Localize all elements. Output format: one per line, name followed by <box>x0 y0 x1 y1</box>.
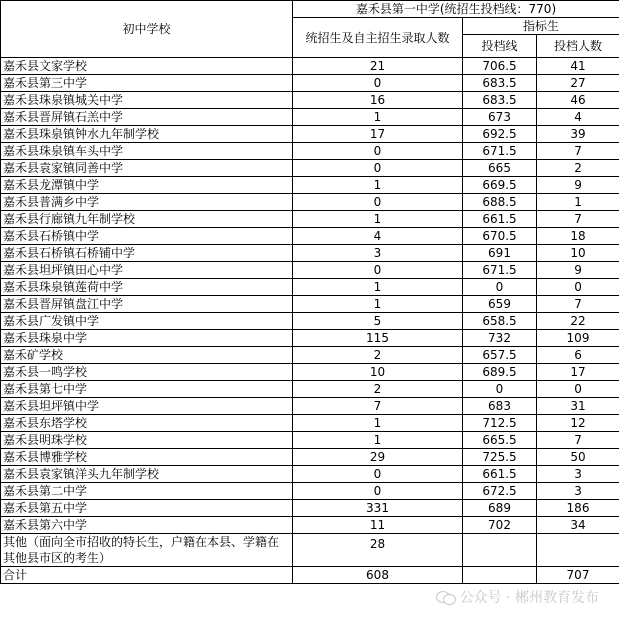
table-row <box>1 194 619 211</box>
table-row-total <box>1 567 619 584</box>
admitted-count: 39 <box>537 126 619 143</box>
watermark <box>436 587 599 607</box>
admitted-count: 7 <box>537 296 619 313</box>
cutoff-line: 659 <box>463 296 537 313</box>
admitted-count: 22 <box>537 313 619 330</box>
table-row-other <box>1 534 619 567</box>
school-name: 嘉禾县第七中学 <box>1 381 293 398</box>
admitted-count: 50 <box>537 449 619 466</box>
admitted-count: 6 <box>537 347 619 364</box>
self-admission-count: 115 <box>293 330 463 347</box>
self-admission-count: 4 <box>293 228 463 245</box>
school-name: 嘉禾县博雅学校 <box>1 449 293 466</box>
self-admission-count: 0 <box>293 194 463 211</box>
school-name: 嘉禾县晋屏镇盘江中学 <box>1 296 293 313</box>
cutoff-line: 0 <box>463 381 537 398</box>
admitted-count: 3 <box>537 466 619 483</box>
school-name: 嘉禾县普满乡中学 <box>1 194 293 211</box>
self-admission-count: 7 <box>293 398 463 415</box>
cutoff-line: 671.5 <box>463 262 537 279</box>
other-admitted-count <box>537 534 619 567</box>
cutoff-line: 725.5 <box>463 449 537 466</box>
self-admission-count: 29 <box>293 449 463 466</box>
school-name: 嘉禾县广发镇中学 <box>1 313 293 330</box>
school-name: 嘉禾县明珠学校 <box>1 432 293 449</box>
school-name: 嘉禾县坦坪镇中学 <box>1 398 293 415</box>
table-row <box>1 330 619 347</box>
self-admission-count: 0 <box>293 75 463 92</box>
admitted-count: 0 <box>537 279 619 296</box>
cutoff-line: 671.5 <box>463 143 537 160</box>
school-name: 嘉禾县晋屏镇石羔中学 <box>1 109 293 126</box>
table-row <box>1 517 619 534</box>
header-main-title: 嘉禾县第一中学(统招生投档线：770) <box>293 1 619 18</box>
school-name: 嘉禾县珠泉镇钟水九年制学校 <box>1 126 293 143</box>
school-name: 嘉禾县第二中学 <box>1 483 293 500</box>
cutoff-line: 683 <box>463 398 537 415</box>
self-admission-count: 10 <box>293 364 463 381</box>
table-row <box>1 262 619 279</box>
table-row <box>1 483 619 500</box>
other-self-admission-count: 28 <box>293 534 463 567</box>
school-name: 嘉禾矿学校 <box>1 347 293 364</box>
school-name: 嘉禾县文家学校 <box>1 58 293 75</box>
admitted-count: 34 <box>537 517 619 534</box>
table-row <box>1 364 619 381</box>
admitted-count: 7 <box>537 211 619 228</box>
cutoff-line: 661.5 <box>463 211 537 228</box>
school-name: 嘉禾县一鸣学校 <box>1 364 293 381</box>
self-admission-count: 0 <box>293 262 463 279</box>
header-admitted-count: 投档人数 <box>537 35 619 58</box>
table-row <box>1 160 619 177</box>
cutoff-line: 732 <box>463 330 537 347</box>
table-row <box>1 75 619 92</box>
self-admission-count: 2 <box>293 381 463 398</box>
admitted-count: 17 <box>537 364 619 381</box>
self-admission-count: 1 <box>293 432 463 449</box>
table-row <box>1 177 619 194</box>
table-row <box>1 415 619 432</box>
school-name: 嘉禾县坦坪镇田心中学 <box>1 262 293 279</box>
watermark-text: 公众号 · 郴州教育发布 <box>459 590 599 606</box>
school-name: 嘉禾县珠泉镇城关中学 <box>1 92 293 109</box>
header-row-1 <box>1 1 619 18</box>
school-name: 嘉禾县东塔学校 <box>1 415 293 432</box>
admitted-count: 2 <box>537 160 619 177</box>
total-admitted-count: 707 <box>537 567 619 584</box>
other-cutoff-line <box>463 534 537 567</box>
school-name: 嘉禾县第六中学 <box>1 517 293 534</box>
admitted-count: 109 <box>537 330 619 347</box>
table-row <box>1 500 619 517</box>
school-name: 嘉禾县袁家镇洋头九年制学校 <box>1 466 293 483</box>
wechat-icon <box>436 590 456 604</box>
self-admission-count: 2 <box>293 347 463 364</box>
admitted-count: 4 <box>537 109 619 126</box>
table-row <box>1 228 619 245</box>
admitted-count: 0 <box>537 381 619 398</box>
cutoff-line: 670.5 <box>463 228 537 245</box>
self-admission-count: 331 <box>293 500 463 517</box>
self-admission-count: 21 <box>293 58 463 75</box>
cutoff-line: 0 <box>463 279 537 296</box>
admitted-count: 12 <box>537 415 619 432</box>
self-admission-count: 11 <box>293 517 463 534</box>
admitted-count: 18 <box>537 228 619 245</box>
cutoff-line: 658.5 <box>463 313 537 330</box>
self-admission-count: 1 <box>293 211 463 228</box>
table-row <box>1 432 619 449</box>
table-row <box>1 347 619 364</box>
cutoff-line: 672.5 <box>463 483 537 500</box>
admitted-count: 31 <box>537 398 619 415</box>
cutoff-line: 683.5 <box>463 92 537 109</box>
table-row <box>1 449 619 466</box>
table-row <box>1 58 619 75</box>
admitted-count: 7 <box>537 432 619 449</box>
cutoff-line: 689.5 <box>463 364 537 381</box>
cutoff-line: 665 <box>463 160 537 177</box>
cutoff-line: 692.5 <box>463 126 537 143</box>
self-admission-count: 1 <box>293 177 463 194</box>
self-admission-count: 0 <box>293 466 463 483</box>
cutoff-line: 683.5 <box>463 75 537 92</box>
admitted-count: 1 <box>537 194 619 211</box>
school-name: 嘉禾县珠泉镇莲荷中学 <box>1 279 293 296</box>
admitted-count: 3 <box>537 483 619 500</box>
self-admission-count: 5 <box>293 313 463 330</box>
header-cutoff-line: 投档线 <box>463 35 537 58</box>
total-self-admission: 608 <box>293 567 463 584</box>
cutoff-line: 706.5 <box>463 58 537 75</box>
self-admission-count: 1 <box>293 415 463 432</box>
admitted-count: 41 <box>537 58 619 75</box>
total-label: 合计 <box>1 567 293 584</box>
table-row <box>1 92 619 109</box>
cutoff-line: 657.5 <box>463 347 537 364</box>
cutoff-line: 702 <box>463 517 537 534</box>
cutoff-line: 689 <box>463 500 537 517</box>
self-admission-count: 0 <box>293 143 463 160</box>
other-category: 其他（面向全市招收的特长生，户籍在本县、学籍在其他县市区的考生） <box>1 534 293 567</box>
self-admission-count: 16 <box>293 92 463 109</box>
table-row <box>1 211 619 228</box>
table-row <box>1 109 619 126</box>
table-row <box>1 398 619 415</box>
self-admission-count: 1 <box>293 279 463 296</box>
school-name: 嘉禾县第五中学 <box>1 500 293 517</box>
school-name: 嘉禾县第三中学 <box>1 75 293 92</box>
admitted-count: 46 <box>537 92 619 109</box>
cutoff-line: 688.5 <box>463 194 537 211</box>
self-admission-count: 0 <box>293 160 463 177</box>
cutoff-line: 661.5 <box>463 466 537 483</box>
school-name: 嘉禾县行廊镇九年制学校 <box>1 211 293 228</box>
school-name: 嘉禾县袁家镇同善中学 <box>1 160 293 177</box>
school-name: 嘉禾县石桥镇中学 <box>1 228 293 245</box>
school-name: 嘉禾县珠泉中学 <box>1 330 293 347</box>
header-school-column: 初中学校 <box>1 1 293 58</box>
school-name: 嘉禾县珠泉镇车头中学 <box>1 143 293 160</box>
header-self-admission: 统招生及自主招生录取人数 <box>293 18 463 58</box>
cutoff-line: 665.5 <box>463 432 537 449</box>
table-row <box>1 381 619 398</box>
table-row <box>1 296 619 313</box>
self-admission-count: 3 <box>293 245 463 262</box>
admitted-count: 186 <box>537 500 619 517</box>
table-row <box>1 143 619 160</box>
table-row <box>1 126 619 143</box>
self-admission-count: 1 <box>293 296 463 313</box>
school-name: 嘉禾县石桥镇石桥铺中学 <box>1 245 293 262</box>
cutoff-line: 669.5 <box>463 177 537 194</box>
self-admission-count: 0 <box>293 483 463 500</box>
cutoff-line: 673 <box>463 109 537 126</box>
table-row <box>1 245 619 262</box>
table-body <box>1 1 619 584</box>
cutoff-line: 691 <box>463 245 537 262</box>
cutoff-line: 712.5 <box>463 415 537 432</box>
admitted-count: 9 <box>537 177 619 194</box>
total-cutoff-line <box>463 567 537 584</box>
table-row <box>1 466 619 483</box>
admitted-count: 9 <box>537 262 619 279</box>
admitted-count: 7 <box>537 143 619 160</box>
table-row <box>1 279 619 296</box>
self-admission-count: 1 <box>293 109 463 126</box>
header-quota-students: 指标生 <box>463 18 619 35</box>
school-name: 嘉禾县龙潭镇中学 <box>1 177 293 194</box>
table-row <box>1 313 619 330</box>
admitted-count: 10 <box>537 245 619 262</box>
admitted-count: 27 <box>537 75 619 92</box>
self-admission-count: 17 <box>293 126 463 143</box>
